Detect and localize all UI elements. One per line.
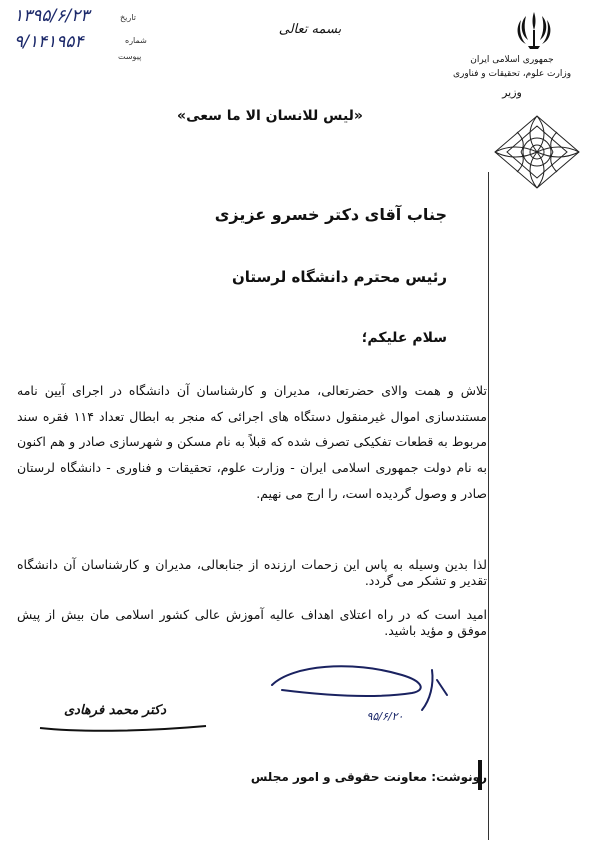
motto: «لیس للانسان الا ما سعی»: [177, 108, 363, 124]
body-paragraph-2: لذا بدین وسیله به پاس این زحمات ارزنده از جنابعالی، مدیران و کارشناسان آن دانشگاه تقدیر و تشکر می گردد.: [17, 557, 487, 588]
addressee-name: جناب آقای دکتر خسرو عزیزی: [214, 205, 447, 224]
addressee-title: رئیس محترم دانشگاه لرستان: [231, 268, 447, 286]
letter-date-value: ۱۳۹۵/۶/۲۳: [14, 6, 90, 26]
signature-stroke-icon: [38, 718, 208, 736]
attachment-label: پیوست: [118, 52, 142, 61]
ornament-icon: [491, 112, 583, 192]
iran-emblem-icon: [512, 8, 556, 52]
org-line-country: جمهوری اسلامی ایران: [470, 55, 554, 65]
org-line-title: وزیر: [502, 86, 522, 99]
signatory-name: دکتر محمد فرهادی: [64, 703, 166, 718]
org-line-ministry: وزارت علوم، تحقیقات و فناوری: [452, 69, 572, 79]
margin-rule: [488, 172, 489, 840]
body-paragraph-3: امید است که در راه اعتلای اهداف عالیه آموزش عالی کشور اسلامی مان بیش از پیش موفق و مؤید باشید.: [17, 607, 487, 638]
signature-date: ۹۵/۶/۲۰: [366, 710, 404, 723]
handwritten-signature-icon: [262, 655, 462, 755]
basmala-heading: بسمه تعالی: [278, 22, 342, 37]
letter-number-label: شماره: [125, 36, 147, 45]
letter-number-value: ۹/۱۴۱۹۵۴: [14, 32, 84, 52]
greeting: سلام علیکم؛: [361, 330, 447, 346]
body-paragraph-1: تلاش و همت والای حضرتعالی، مدیران و کارشناسان آن دانشگاه در اجرای آیین نامه مستندسازی اموال غیرمنقول دستگاه های اجرائی که منجر به ابطال تعداد ۱۱۴ فقره سند مربوط به قطعات تفکیکی تصرف شده که قبلاً به نام مسکن و شهرسازی صادر و هم اکنون به نام دولت جمهوری اسلامی ایران - وزارت علوم، تحقیقات و فناوری - دانشگاه لرستان صادر و وصول گردیده است، را ارج می نهیم.: [17, 383, 487, 501]
cc-line: رونوشت: معاونت حقوقی و امور مجلس: [250, 770, 487, 784]
letter-date-label: تاریخ: [120, 13, 136, 22]
